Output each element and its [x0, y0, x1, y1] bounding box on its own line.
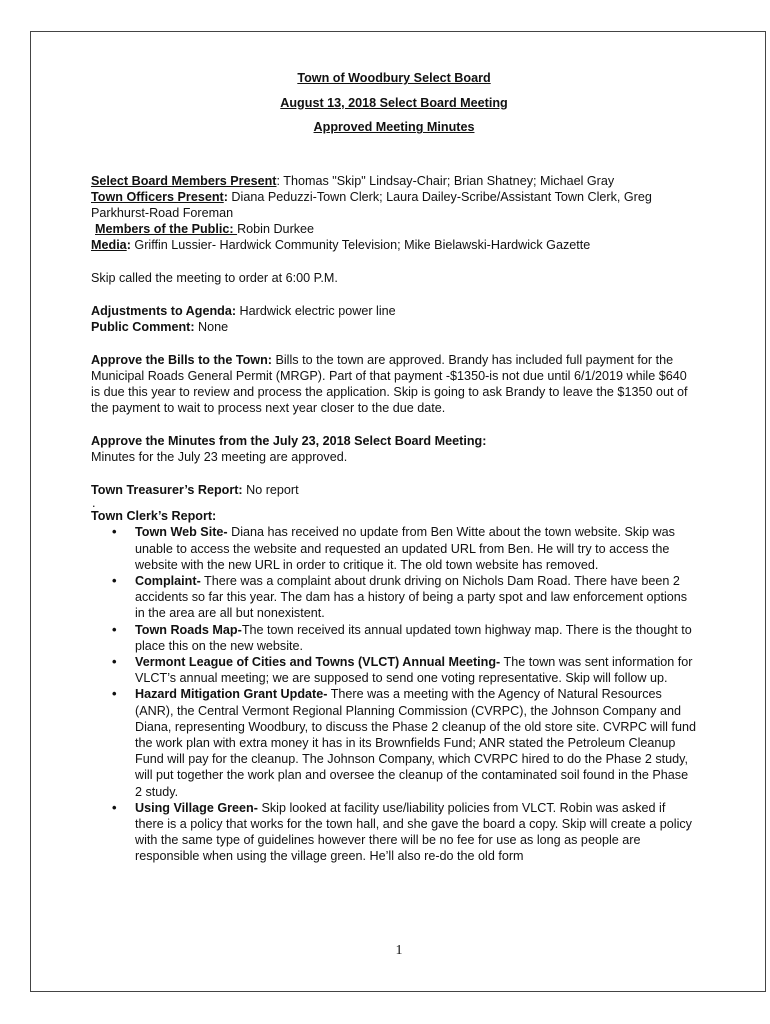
- list-item: [135, 800, 697, 865]
- minutes-section: [91, 433, 697, 465]
- item-text: Skip looked at facility use/liability policies from VLCT. Robin was asked if there is a policy that works for the town hall, and she gave the board a copy. Skip will create a policy with the same type of guidelines however there will be no fee for use as long as people are responsible when using the village green. He’ll also re-do the old form: [135, 800, 692, 864]
- item-text: There was a complaint about drunk driving on Nichols Dam Road. There have been 2 accidents so far this year. The dam has a history of being a party spot and law enforcement options in the area are all but nonexistent.: [135, 573, 688, 621]
- officers-value: Diana Peduzzi-Town Clerk; Laura Dailey-Scribe/Assistant Town Clerk, Greg Parkhurst-Road Foreman: [91, 189, 652, 221]
- officers-present: [91, 189, 697, 221]
- item-title: Town Web Site-: [135, 525, 228, 540]
- media-label: Media: [91, 238, 127, 253]
- item-text: The town was sent information for VLCT’s annual meeting; we are supposed to send one voting representative. Skip will follow up.: [135, 654, 693, 686]
- members-label: Select Board Members Present: [91, 173, 277, 188]
- adjustments-label: Adjustments to Agenda:: [91, 303, 237, 318]
- board-title: Town of Woodbury Select Board: [297, 71, 491, 85]
- document-body: [91, 70, 697, 865]
- officers-label: Town Officers Present: [91, 189, 224, 204]
- item-text: There was a meeting with the Agency of Natural Resources (ANR), the Central Vermont Regional Planning Commission (CVRPC), the Johnson Company and Diana, representing Woodbury, to discuss the Phase 2 cleanup of the old store site. CVRPC will fund the work plan with extra money it has in its Brownfields Fund; ANR stated the Petroleum Cleanup Fund will pay for the cleanup. The Johnson Company, which CVRPC hired to do the Phase 2 study, will put together the work plan and oversee the cleanup of the contaminated soil found in the Phase 2 study.: [135, 687, 696, 799]
- item-title: Town Roads Map-: [135, 622, 242, 637]
- public-comment-value: None: [194, 320, 229, 335]
- public-members: [91, 221, 697, 237]
- page-number: 1: [395, 943, 403, 958]
- members-present: [91, 173, 697, 189]
- treasurer-value: No report: [242, 482, 299, 497]
- minutes-label: Approve the Minutes from the July 23, 2018 Select Board Meeting:: [91, 434, 487, 449]
- list-item: [135, 573, 697, 622]
- public-comment-label: Public Comment:: [91, 320, 195, 335]
- item-title: Hazard Mitigation Grant Update-: [135, 687, 328, 702]
- clerk-report: [91, 508, 697, 864]
- public-label: Members of the Public:: [95, 222, 238, 237]
- adjustments-line: [91, 303, 697, 319]
- minutes-value: Minutes for the July 23 meeting are approved.: [91, 450, 348, 465]
- clerk-label: Town Clerk’s Report:: [91, 509, 217, 524]
- media-present: [91, 237, 697, 253]
- attendance-section: [91, 173, 697, 254]
- bills-paragraph: [91, 352, 697, 417]
- bills-label: Approve the Bills to the Town:: [91, 352, 272, 367]
- list-item: [135, 654, 697, 686]
- stray-mark: .: [92, 496, 96, 511]
- document-header: [91, 70, 697, 136]
- treasurer-report: [91, 482, 697, 498]
- agenda-section: [91, 303, 697, 335]
- media-value: Griffin Lussier- Hardwick Community Television; Mike Bielawski-Hardwick Gazette: [130, 238, 591, 253]
- meeting-title: August 13, 2018 Select Board Meeting: [280, 95, 508, 110]
- public-value: Robin Durkee: [237, 222, 315, 237]
- list-item: [135, 622, 697, 654]
- list-item: [135, 686, 697, 799]
- public-comment-line: [91, 319, 697, 335]
- members-separator: :: [276, 173, 280, 188]
- list-item: [135, 524, 697, 573]
- members-value: Thomas "Skip" Lindsay-Chair; Brian Shatney; Michael Gray: [279, 173, 615, 188]
- item-title: Vermont League of Cities and Towns (VLCT) Annual Meeting-: [135, 654, 501, 669]
- item-text: Diana has received no update from Ben Witte about the town website. Skip was unable to access the website and requested an updated URL from Ben. He will try to access the website with the new URL in order to critique it. The old town website has removed.: [135, 525, 675, 572]
- item-title: Using Village Green-: [135, 800, 258, 815]
- item-title: Complaint-: [135, 573, 201, 588]
- officers-separator: :: [223, 189, 228, 204]
- clerk-items: [91, 524, 697, 864]
- call-to-order: Skip called the meeting to order at 6:00 P.M.: [91, 271, 338, 286]
- minutes-title: Approved Meeting Minutes: [313, 120, 475, 135]
- document-page: [30, 31, 766, 992]
- media-separator: :: [126, 238, 131, 253]
- bills-value: Bills to the town are approved. Brandy has included full payment for the Municipal Roads General Permit (MRGP). Part of that payment -$1350-is not due until 6/1/2019 while $640 is due this year to review and process the application. Skip is going to ask Brandy to leave the $1350 out of the payment to wait to process next year closer to the due date.: [91, 352, 688, 416]
- item-text: The town received its annual updated town highway map. There is the thought to place this on the new website.: [135, 622, 692, 653]
- treasurer-label: Town Treasurer’s Report:: [91, 482, 243, 497]
- adjustments-value: Hardwick electric power line: [236, 303, 396, 318]
